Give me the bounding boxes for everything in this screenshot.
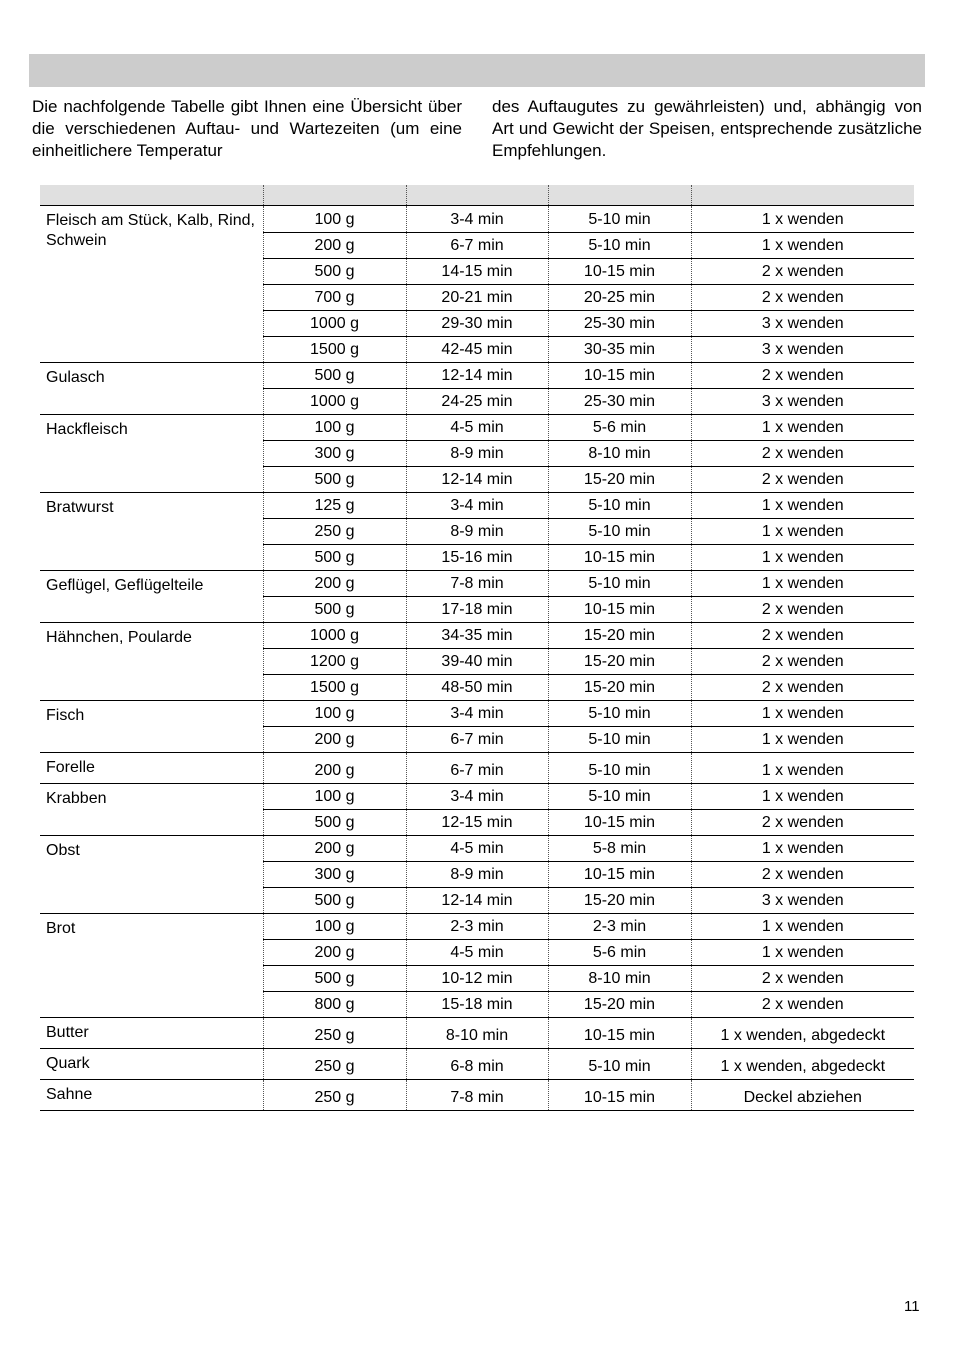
weight-cell: 250 g	[263, 1080, 406, 1111]
wait-time-cell: 5-10 min	[548, 206, 691, 233]
thaw-time-cell: 6-8 min	[406, 1049, 548, 1080]
table-header	[40, 185, 914, 206]
weight-cell: 300 g	[263, 862, 406, 888]
food-cell: Fisch	[40, 701, 263, 753]
weight-cell: 500 g	[263, 810, 406, 836]
notes-cell: 1 x wenden	[691, 940, 914, 966]
weight-cell: 100 g	[263, 784, 406, 810]
weight-cell: 250 g	[263, 1049, 406, 1080]
thaw-time-cell: 24-25 min	[406, 389, 548, 415]
weight-cell: 200 g	[263, 940, 406, 966]
notes-cell: 2 x wenden	[691, 597, 914, 623]
intro-text-right: des Auftaugutes zu gewährleisten) und, abhängig von Art und Gewicht der Speisen, entsprechende zusätzliche Empfehlungen.	[492, 97, 922, 160]
thaw-time-cell: 4-5 min	[406, 415, 548, 441]
notes-cell: 2 x wenden	[691, 649, 914, 675]
wait-time-cell: 5-8 min	[548, 836, 691, 862]
wait-time-cell: 10-15 min	[548, 810, 691, 836]
weight-cell: 100 g	[263, 914, 406, 940]
weight-cell: 800 g	[263, 992, 406, 1018]
notes-cell: 2 x wenden	[691, 467, 914, 493]
food-cell: Gulasch	[40, 363, 263, 415]
thaw-time-table	[40, 185, 914, 1111]
wait-time-cell: 15-20 min	[548, 675, 691, 701]
notes-cell: 3 x wenden	[691, 337, 914, 363]
wait-time-cell: 15-20 min	[548, 649, 691, 675]
wait-time-cell: 15-20 min	[548, 992, 691, 1018]
weight-cell: 500 g	[263, 467, 406, 493]
notes-cell: 1 x wenden	[691, 571, 914, 597]
wait-time-cell: 30-35 min	[548, 337, 691, 363]
thaw-time-cell: 8-9 min	[406, 441, 548, 467]
weight-cell: 100 g	[263, 415, 406, 441]
weight-cell: 100 g	[263, 701, 406, 727]
notes-cell: 3 x wenden	[691, 311, 914, 337]
notes-cell: 3 x wenden	[691, 389, 914, 415]
weight-cell: 500 g	[263, 259, 406, 285]
wait-time-cell: 10-15 min	[548, 1018, 691, 1049]
intro-text-left: Die nachfolgende Tabelle gibt Ihnen eine Übersicht über die verschiedenen Auftau- und Wartezeiten (um eine einheitlichere Temperatur	[32, 97, 462, 160]
thaw-time-cell: 42-45 min	[406, 337, 548, 363]
table-row	[40, 914, 914, 940]
notes-cell: 1 x wenden	[691, 206, 914, 233]
weight-cell: 250 g	[263, 519, 406, 545]
food-cell: Hähnchen, Poularde	[40, 623, 263, 701]
notes-cell: 2 x wenden	[691, 992, 914, 1018]
notes-cell: 2 x wenden	[691, 259, 914, 285]
thaw-time-cell: 3-4 min	[406, 206, 548, 233]
thaw-time-cell: 8-9 min	[406, 862, 548, 888]
thaw-time-cell: 6-7 min	[406, 233, 548, 259]
food-cell: Krabben	[40, 784, 263, 836]
weight-cell: 1500 g	[263, 675, 406, 701]
table-row	[40, 836, 914, 862]
thaw-time-cell: 34-35 min	[406, 623, 548, 649]
notes-cell: 1 x wenden, abgedeckt	[691, 1018, 914, 1049]
weight-cell: 500 g	[263, 888, 406, 914]
wait-time-cell: 5-10 min	[548, 753, 691, 784]
notes-cell: 1 x wenden	[691, 701, 914, 727]
wait-time-cell: 10-15 min	[548, 1080, 691, 1111]
food-cell: Geflügel, Geflügelteile	[40, 571, 263, 623]
wait-time-cell: 5-10 min	[548, 519, 691, 545]
table-row	[40, 784, 914, 810]
notes-cell: 2 x wenden	[691, 623, 914, 649]
weight-cell: 100 g	[263, 206, 406, 233]
wait-time-cell: 10-15 min	[548, 259, 691, 285]
weight-cell: 500 g	[263, 363, 406, 389]
header-wait-time	[548, 185, 691, 206]
thaw-time-cell: 4-5 min	[406, 940, 548, 966]
wait-time-cell: 5-10 min	[548, 784, 691, 810]
notes-cell: 2 x wenden	[691, 363, 914, 389]
header-notes	[691, 185, 914, 206]
thaw-time-cell: 2-3 min	[406, 914, 548, 940]
table-row	[40, 571, 914, 597]
food-cell: Forelle	[40, 753, 263, 784]
thaw-time-cell: 6-7 min	[406, 727, 548, 753]
weight-cell: 200 g	[263, 571, 406, 597]
thaw-time-cell: 8-10 min	[406, 1018, 548, 1049]
wait-time-cell: 5-10 min	[548, 727, 691, 753]
notes-cell: 2 x wenden	[691, 441, 914, 467]
notes-cell: 1 x wenden	[691, 727, 914, 753]
food-cell: Fleisch am Stück, Kalb, Rind, Schwein	[40, 206, 263, 363]
notes-cell: 2 x wenden	[691, 675, 914, 701]
table-row	[40, 1080, 914, 1111]
thaw-time-cell: 12-14 min	[406, 363, 548, 389]
weight-cell: 250 g	[263, 1018, 406, 1049]
notes-cell: Deckel abziehen	[691, 1080, 914, 1111]
notes-cell: 1 x wenden	[691, 914, 914, 940]
weight-cell: 200 g	[263, 233, 406, 259]
thaw-time-cell: 15-16 min	[406, 545, 548, 571]
table-row	[40, 1049, 914, 1080]
weight-cell: 200 g	[263, 836, 406, 862]
header-food	[40, 185, 263, 206]
table-body	[40, 206, 914, 1111]
wait-time-cell: 10-15 min	[548, 363, 691, 389]
weight-cell: 700 g	[263, 285, 406, 311]
thaw-time-cell: 10-12 min	[406, 966, 548, 992]
wait-time-cell: 5-6 min	[548, 940, 691, 966]
thaw-time-cell: 4-5 min	[406, 836, 548, 862]
wait-time-cell: 8-10 min	[548, 966, 691, 992]
table-row	[40, 493, 914, 519]
thaw-time-cell: 3-4 min	[406, 701, 548, 727]
thaw-time-cell: 15-18 min	[406, 992, 548, 1018]
notes-cell: 1 x wenden	[691, 545, 914, 571]
thaw-time-cell: 6-7 min	[406, 753, 548, 784]
notes-cell: 1 x wenden	[691, 753, 914, 784]
notes-cell: 1 x wenden	[691, 233, 914, 259]
thaw-time-cell: 8-9 min	[406, 519, 548, 545]
wait-time-cell: 10-15 min	[548, 862, 691, 888]
wait-time-cell: 10-15 min	[548, 597, 691, 623]
thaw-time-cell: 12-14 min	[406, 888, 548, 914]
wait-time-cell: 2-3 min	[548, 914, 691, 940]
wait-time-cell: 15-20 min	[548, 623, 691, 649]
weight-cell: 1000 g	[263, 311, 406, 337]
table-row	[40, 701, 914, 727]
header-thaw-time	[406, 185, 548, 206]
food-cell: Brot	[40, 914, 263, 1018]
wait-time-cell: 10-15 min	[548, 545, 691, 571]
weight-cell: 1000 g	[263, 389, 406, 415]
notes-cell: 2 x wenden	[691, 285, 914, 311]
wait-time-cell: 20-25 min	[548, 285, 691, 311]
wait-time-cell: 5-6 min	[548, 415, 691, 441]
weight-cell: 200 g	[263, 753, 406, 784]
wait-time-cell: 8-10 min	[548, 441, 691, 467]
wait-time-cell: 5-10 min	[548, 493, 691, 519]
notes-cell: 2 x wenden	[691, 966, 914, 992]
thaw-time-cell: 39-40 min	[406, 649, 548, 675]
table-header-row	[40, 185, 914, 206]
notes-cell: 1 x wenden	[691, 415, 914, 441]
food-cell: Bratwurst	[40, 493, 263, 571]
page-number: 11	[904, 1298, 920, 1315]
wait-time-cell: 15-20 min	[548, 888, 691, 914]
weight-cell: 500 g	[263, 597, 406, 623]
wait-time-cell: 25-30 min	[548, 389, 691, 415]
thaw-time-cell: 3-4 min	[406, 784, 548, 810]
weight-cell: 500 g	[263, 966, 406, 992]
table-row	[40, 415, 914, 441]
thaw-time-cell: 48-50 min	[406, 675, 548, 701]
notes-cell: 1 x wenden	[691, 836, 914, 862]
weight-cell: 200 g	[263, 727, 406, 753]
notes-cell: 2 x wenden	[691, 862, 914, 888]
wait-time-cell: 25-30 min	[548, 311, 691, 337]
thaw-time-cell: 7-8 min	[406, 1080, 548, 1111]
table-row	[40, 206, 914, 233]
table-row	[40, 1018, 914, 1049]
wait-time-cell: 5-10 min	[548, 233, 691, 259]
food-cell: Sahne	[40, 1080, 263, 1111]
wait-time-cell: 5-10 min	[548, 571, 691, 597]
thaw-time-cell: 14-15 min	[406, 259, 548, 285]
weight-cell: 1500 g	[263, 337, 406, 363]
thaw-time-cell: 7-8 min	[406, 571, 548, 597]
wait-time-cell: 5-10 min	[548, 701, 691, 727]
wait-time-cell: 5-10 min	[548, 1049, 691, 1080]
food-cell: Obst	[40, 836, 263, 914]
thaw-time-cell: 29-30 min	[406, 311, 548, 337]
weight-cell: 125 g	[263, 493, 406, 519]
notes-cell: 1 x wenden	[691, 784, 914, 810]
table-row	[40, 363, 914, 389]
notes-cell: 1 x wenden	[691, 493, 914, 519]
food-cell: Butter	[40, 1018, 263, 1049]
thaw-time-cell: 12-15 min	[406, 810, 548, 836]
notes-cell: 3 x wenden	[691, 888, 914, 914]
weight-cell: 500 g	[263, 545, 406, 571]
notes-cell: 1 x wenden	[691, 519, 914, 545]
table-row	[40, 753, 914, 784]
notes-cell: 2 x wenden	[691, 810, 914, 836]
thaw-time-cell: 17-18 min	[406, 597, 548, 623]
thaw-time-cell: 3-4 min	[406, 493, 548, 519]
food-cell: Hackfleisch	[40, 415, 263, 493]
weight-cell: 300 g	[263, 441, 406, 467]
weight-cell: 1200 g	[263, 649, 406, 675]
table-row	[40, 623, 914, 649]
thaw-time-cell: 12-14 min	[406, 467, 548, 493]
weight-cell: 1000 g	[263, 623, 406, 649]
section-header-bar	[29, 54, 925, 87]
food-cell: Quark	[40, 1049, 263, 1080]
header-weight	[263, 185, 406, 206]
wait-time-cell: 15-20 min	[548, 467, 691, 493]
notes-cell: 1 x wenden, abgedeckt	[691, 1049, 914, 1080]
thaw-time-cell: 20-21 min	[406, 285, 548, 311]
